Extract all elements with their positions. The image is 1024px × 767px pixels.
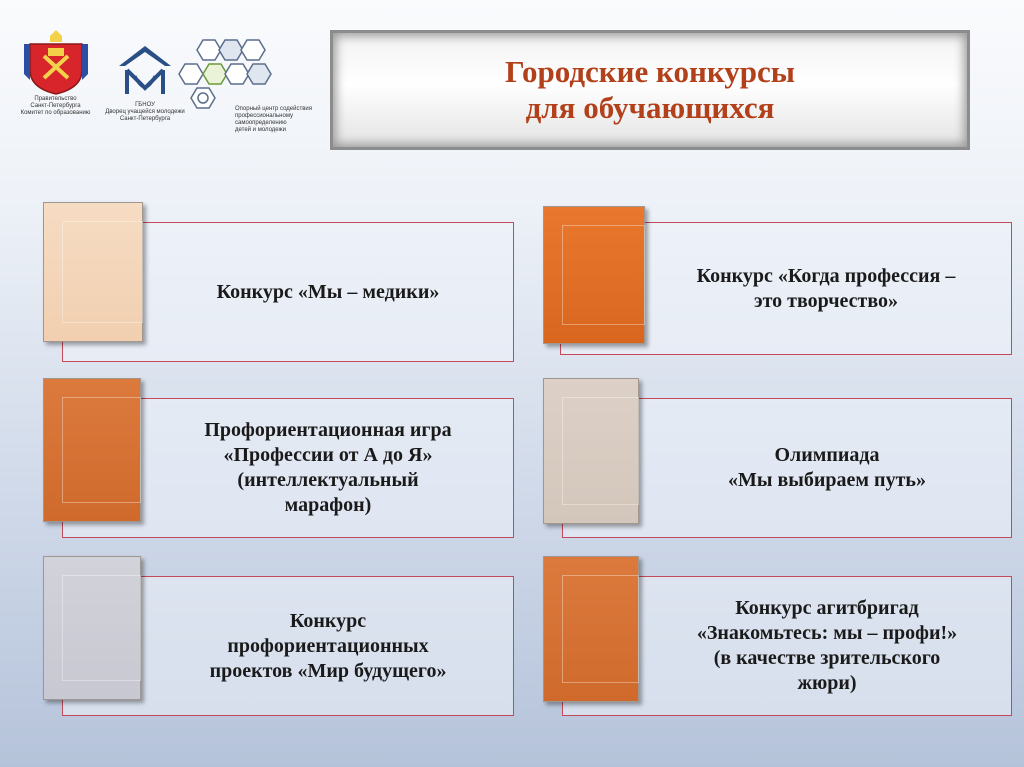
contest-card-marker (43, 556, 141, 700)
page-title-line1: Городские конкурсы (505, 54, 795, 89)
contest-card-text: Конкурс «Мы – медики» (216, 280, 440, 303)
contest-card-text: Профориентационная игра «Профессии от А до Я» (интеллектуальный марафон) (204, 419, 452, 516)
palace-emblem-icon (115, 42, 175, 102)
center-logo (173, 36, 313, 131)
center-logo-text: Опорный центр содействия профессиональному самоопределению детей и молодежи (235, 106, 313, 133)
contest-card-marker (543, 556, 639, 702)
government-logo (8, 30, 103, 117)
title-box (330, 30, 970, 150)
contest-card-marker (43, 202, 143, 342)
page-title-line2: для обучающихся (525, 90, 775, 125)
contest-card-marker (43, 378, 141, 522)
palace-logo-text: ГБНОУ Дворец учащейся молодежи Санкт-Петербурга (105, 102, 185, 122)
government-logo-text: Правительство Санкт-Петербурга Комитет по образованию (20, 96, 91, 116)
contest-card-text: Конкурс «Когда профессия – это творчество» (696, 264, 956, 312)
contest-card-marker (543, 206, 645, 344)
logos-area (8, 30, 313, 140)
contest-card-marker (543, 378, 639, 524)
contest-card-text: Олимпиада «Мы выбираем путь» (728, 444, 926, 491)
contest-card-text: Конкурс профориентационных проектов «Мир будущего» (209, 609, 447, 682)
coat-of-arms-icon (20, 30, 92, 96)
contest-card-text: Конкурс агитбригад «Знакомьтесь: мы – профи!» (в качестве зрительского жюри) (696, 597, 958, 694)
